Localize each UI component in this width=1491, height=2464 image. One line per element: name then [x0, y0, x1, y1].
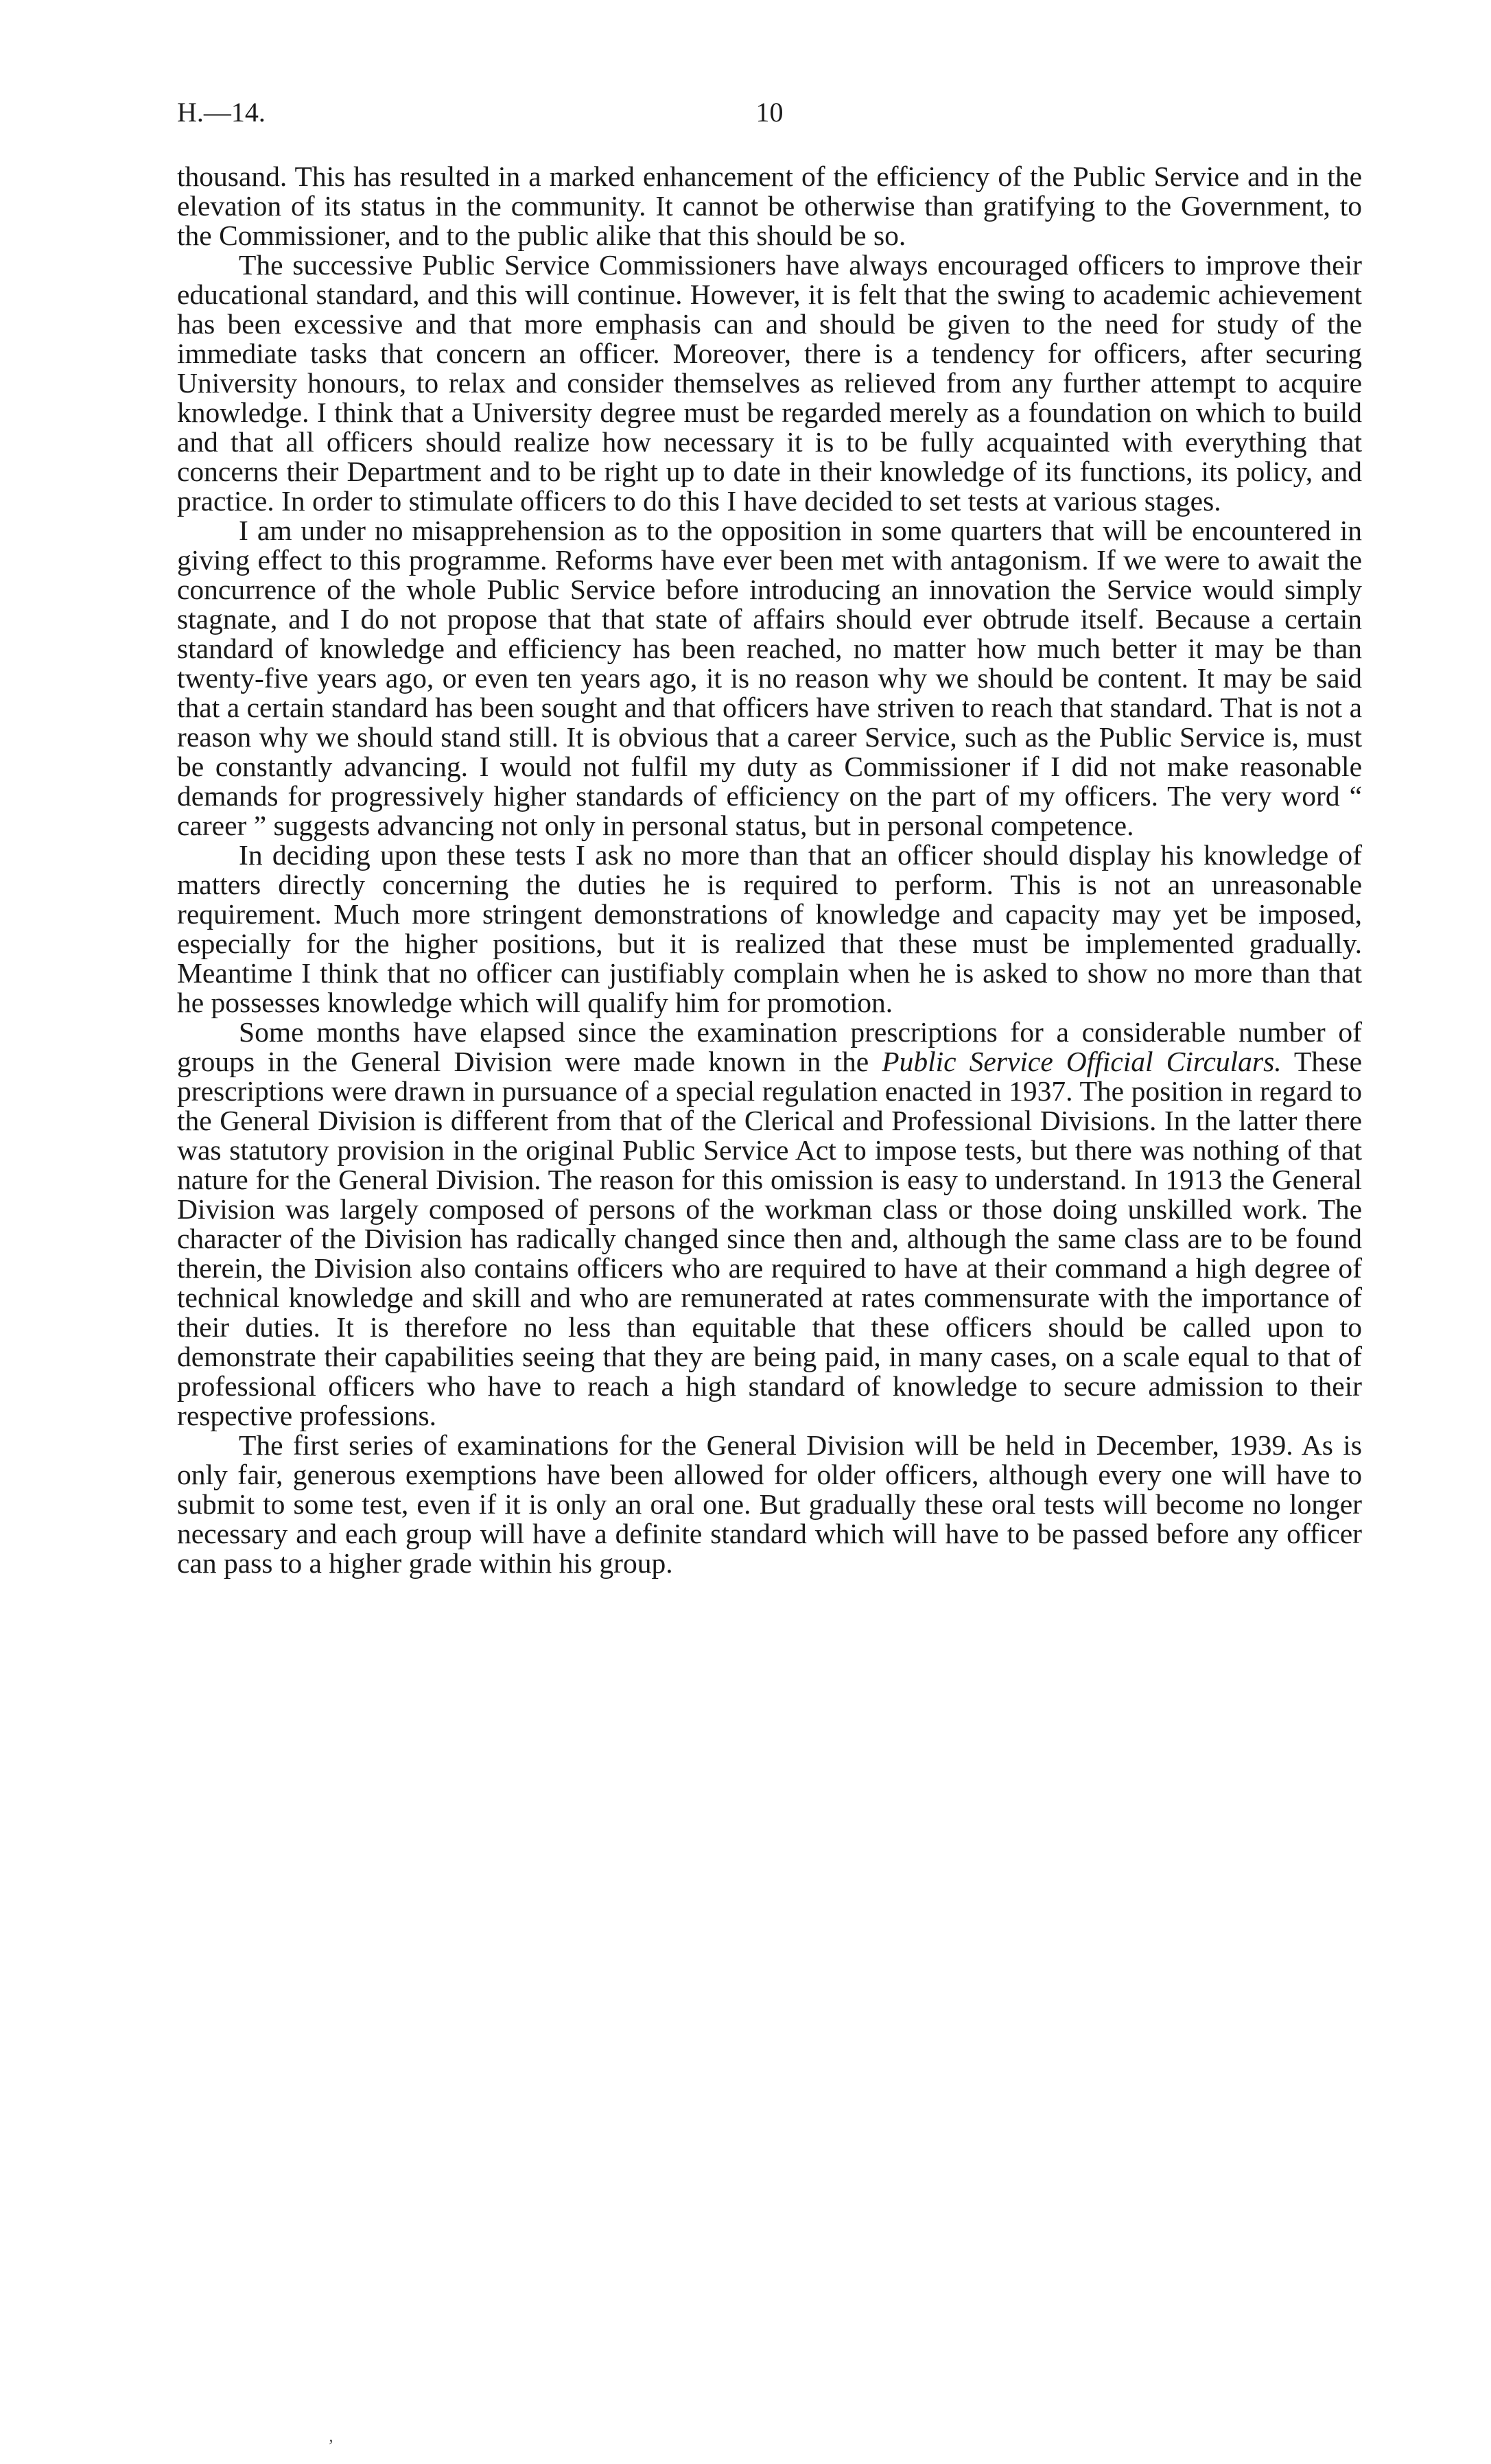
- publication-title: Public Service Official Circulars.: [882, 1046, 1282, 1077]
- page-header: [177, 96, 1362, 137]
- paragraph-general-division-part-b: These prescriptions were drawn in pursuance of a special regulation enacted in 1937. The position in regard to the General Division is different from that of the Clerical and Professional Divisions. In the latter there was statutory provision in the original Public Service Act to impose tests, but there was nothing of that nature for the General Division. The reason for this omission is easy to understand. In 1913 the General Division was largely composed of persons of the workman class or those doing unskilled work. The character of the Division has radically changed since then and, although the same class are to be found therein, the Division also contains officers who are required to have at their command a high degree of technical knowledge and skill and who are remunerated at rates commensurate with the importance of their duties. It is therefore no less than equitable that these officers should be called upon to demonstrate their capabilities seeing that they are being paid, in many cases, on a scale equal to that of professional officers who have to reach a high standard of knowledge to secure admission to their respective professions.: [177, 1046, 1362, 1431]
- paragraph-tests: In deciding upon these tests I ask no more than that an officer should display his knowledge of matters directly concerning the duties he is required to perform. This is not an unreasonable requirement. Much more stringent demonstrations of knowledge and capacity may yet be imposed, especially for the higher positions, but it is realized that these must be implemented gradually. Meantime I think that no officer can justifiably complain when he is asked to show no more than that he possesses knowledge which will qualify him for promotion.: [177, 839, 1362, 1018]
- page-number: 10: [755, 97, 784, 128]
- body-text: [177, 162, 1362, 1578]
- paragraph-general-division-part-a: Some months have elapsed since the examination prescriptions for a considerable number of groups in the General Division were made known in the: [177, 1016, 1362, 1077]
- paragraph-educational-standard: The successive Public Service Commissioners have always encouraged officers to improve their educational standard, and this will continue. However, it is felt that the swing to academic achievement has been excessive and that more emphasis can and should be given to the need for study of the immediate tasks that concern an officer. Moreover, there is a tendency for officers, after securing University honours, to relax and consider themselves as relieved from any further attempt to acquire knowledge. I think that a University degree must be regarded merely as a foundation on which to build and that all officers should realize how necessary it is to be fully acquainted with everything that concerns their Department and to be right up to date in their knowledge of its functions, its policy, and practice. In order to stimulate officers to do this I have decided to set tests at various stages.: [177, 249, 1362, 517]
- document-reference: H.—14.: [177, 97, 266, 128]
- paragraph-general-division: [177, 1018, 1362, 1431]
- paragraph-continued: thousand. This has resulted in a marked enhancement of the efficiency of the Public Service and in the elevation of its status in the community. It cannot be otherwise than gratifying to the Government, to the Commissioner, and to the public alike that this should be so.: [177, 161, 1362, 251]
- paragraph-opposition: I am under no misapprehension as to the opposition in some quarters that will be encountered in giving effect to this programme. Reforms have ever been met with antagonism. If we were to await the concurrence of the whole Public Service before introducing an innovation the Service would simply stagnate, and I do not propose that that state of affairs should ever obtrude itself. Because a certain standard of knowledge and efficiency has been reached, no matter how much better it may be than twenty-five years ago, or even ten years ago, it is no reason why we should be content. It may be said that a certain standard has been sought and that officers have striven to reach that standard. That is not a reason why we should stand still. It is obvious that a career Service, such as the Public Service is, must be constantly advancing. I would not fulfil my duty as Commissioner if I did not make reasonable demands for progressively higher standards of efficiency on the part of my officers. The very word “ career ” suggests advancing not only in personal status, but in personal competence.: [177, 515, 1362, 841]
- stray-mark: ’: [328, 2436, 334, 2456]
- paragraph-first-examinations: The first series of examinations for the General Division will be held in December, 1939. As is only fair, generous exemptions have been allowed for older officers, although every one will have to submit to some test, even if it is only an oral one. But gradually these oral tests will become no longer necessary and each group will have a definite standard which will have to be passed before any officer can pass to a higher grade within his group.: [177, 1429, 1362, 1579]
